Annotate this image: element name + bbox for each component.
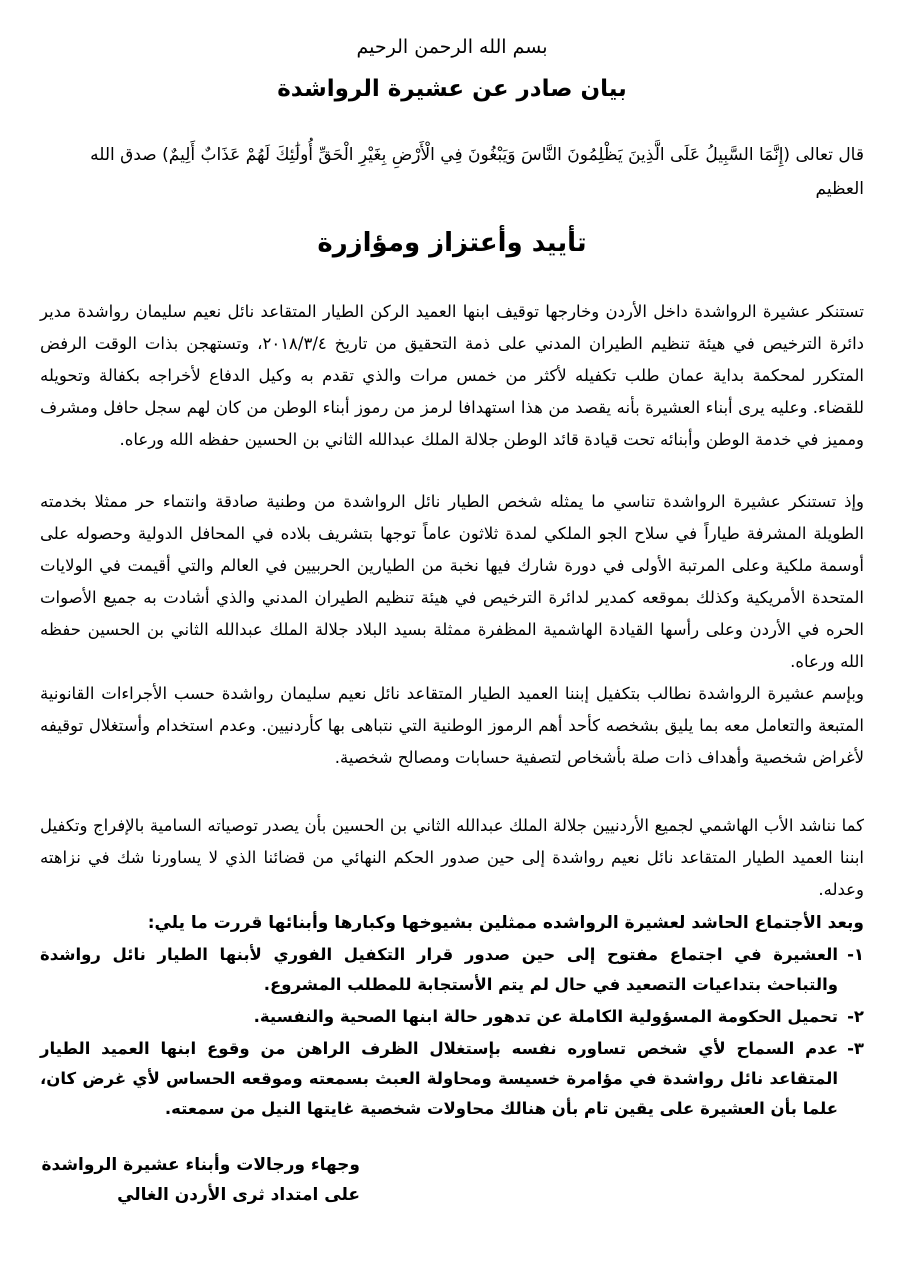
- paragraph-1: تستنكر عشيرة الرواشدة داخل الأردن وخارجها توقيف ابنها العميد الركن الطيار المتقاعد نائل نعيم سليمان رواشدة مدير دائرة الترخيص في هيئة تنظيم الطيران المدني على ذمة التحقيق من تاريخ ٢٠١٨/٣/٤، وتستهجن بذات الوقت الرفض المتكرر لمحكمة بداية عمان طلب تكفيله لأكثر من خمس مرات والذي تقدم به وكيل الدفاع لأخراجه بكفالة وتحويله للقضاء. وعليه يرى أبناء العشيرة بأنه يقصد من هذا استهدافا لرمز من رموز أبناء الوطن من كان لهم سجل حافل ومشرف ومميز في خدمة الوطن وأبنائه تحت قيادة قائد الوطن جلالة الملك عبدالله الثاني بن الحسين حفظه الله ورعاه.: [40, 302, 865, 449]
- paragraph-4: كما نناشد الأب الهاشمي لجميع الأردنيين جلالة الملك عبدالله الثاني بن الحسين بأن يصدر توصياته السامية بالإفراج وتكفيل ابننا العميد الطيار المتقاعد نائل نعيم رواشدة إلى حين صدور الحكم النهائي من قضائنا الذي لا يساورنا شك في نزاهته وعدله.: [40, 816, 864, 899]
- basmala: بسم الله الرحمن الرحيم: [356, 36, 548, 58]
- resolution-text: عدم السماح لأي شخص تساوره نفسه بإستغلال الظرف الراهن من وقوع ابنها العميد الطيار المتقاعد نائل رواشدة في مؤامرة خسيسة ومحاولة العبث بسمعته وموقعه الحساس لأي غرض كان، علما بأن العشيرة على يقين تام بأن هنالك محاولات شخصية غايتها النيل من سمعته.: [40, 1039, 838, 1118]
- resolutions-intro: وبعد الأجتماع الحاشد لعشيرة الرواشده ممثلين بشيوخها وكبارها وأبنائها قررت ما يلي:: [147, 913, 864, 933]
- resolutions-list: [40, 940, 864, 1126]
- paragraph-3: وبإسم عشيرة الرواشدة نطالب بتكفيل إبننا العميد الطيار المتقاعد نائل نعيم سليمان رواشدة حسب الأجراءات القانونية المتبعة والتعامل معه بما يليق بشخصه كأحد أهم الرموز الوطنية التي نتباهى بها كأردنيين. وعدم استخدام وأستغلال توقيفه لأغراض شخصية وأهداف ذات صلة بأشخاص لتصفية حسابات ومصالح شخصية.: [40, 684, 864, 767]
- signature-line-2: على امتداد ثرى الأردن الغالي: [117, 1185, 360, 1205]
- resolution-number: ١-: [847, 945, 864, 964]
- resolution-item: [40, 1002, 864, 1032]
- resolution-text: العشيرة في اجتماع مفتوح إلى حين صدور قرار التكفيل الفوري لأبنها الطيار نائل رواشدة والتباحث بتداعيات التصعيد في حال لم يتم الأستجابة للمطلب المشروع.: [40, 945, 838, 994]
- signature-block: [0, 1150, 904, 1210]
- document-subtitle: تأييد وأعتزاز ومؤازرة: [317, 228, 587, 258]
- quran-verse: قال تعالى (إِنَّمَا السَّبِيلُ عَلَى الَّذِينَ يَظْلِمُونَ النَّاسَ وَيَبْغُونَ فِي الْأَرْضِ بِغَيْرِ الْحَقِّ أُولَٰئِكَ لَهُمْ عَذَابٌ أَلِيمٌ) صدق الله العظيم: [90, 145, 864, 199]
- resolution-number: ٣-: [847, 1039, 864, 1058]
- resolution-item: [40, 940, 864, 1000]
- document-title: بيان صادر عن عشيرة الرواشدة: [277, 76, 627, 102]
- resolution-item: [40, 1034, 864, 1124]
- resolution-number: ٢-: [847, 1007, 864, 1026]
- paragraph-2: وإذ تستنكر عشيرة الرواشدة تناسي ما يمثله شخص الطيار نائل الرواشدة من وطنية صادقة وانتماء حر ممثلا بخدمته الطويلة المشرفة طياراً في سلاح الجو الملكي لمدة ثلاثون عاماً توجها بتشريف بلاده في المحافل الدولية وحصوله على أوسمة ملكية وعلى المرتبة الأولى في دورة شارك فيها نخبة من الطيارين الحربيين في العالم والتي أقيمت في الولايات المتحدة الأمريكية وكذلك بموقعه كمدير لدائرة الترخيص في هيئة تنظيم الطيران المدني والذي أشادت به جميع الأصوات الحره في الأردن وعلى رأسها القيادة الهاشمية المظفرة ممثلة بسيد البلاد جلالة الملك عبدالله الثاني بن الحسين حفظه الله ورعاه.: [40, 492, 864, 671]
- signature-line-1: وجهاء ورجالات وأبناء عشيرة الرواشدة: [41, 1155, 360, 1175]
- resolution-text: تحميل الحكومة المسؤولية الكاملة عن تدهور حالة ابنها الصحية والنفسية.: [253, 1007, 838, 1026]
